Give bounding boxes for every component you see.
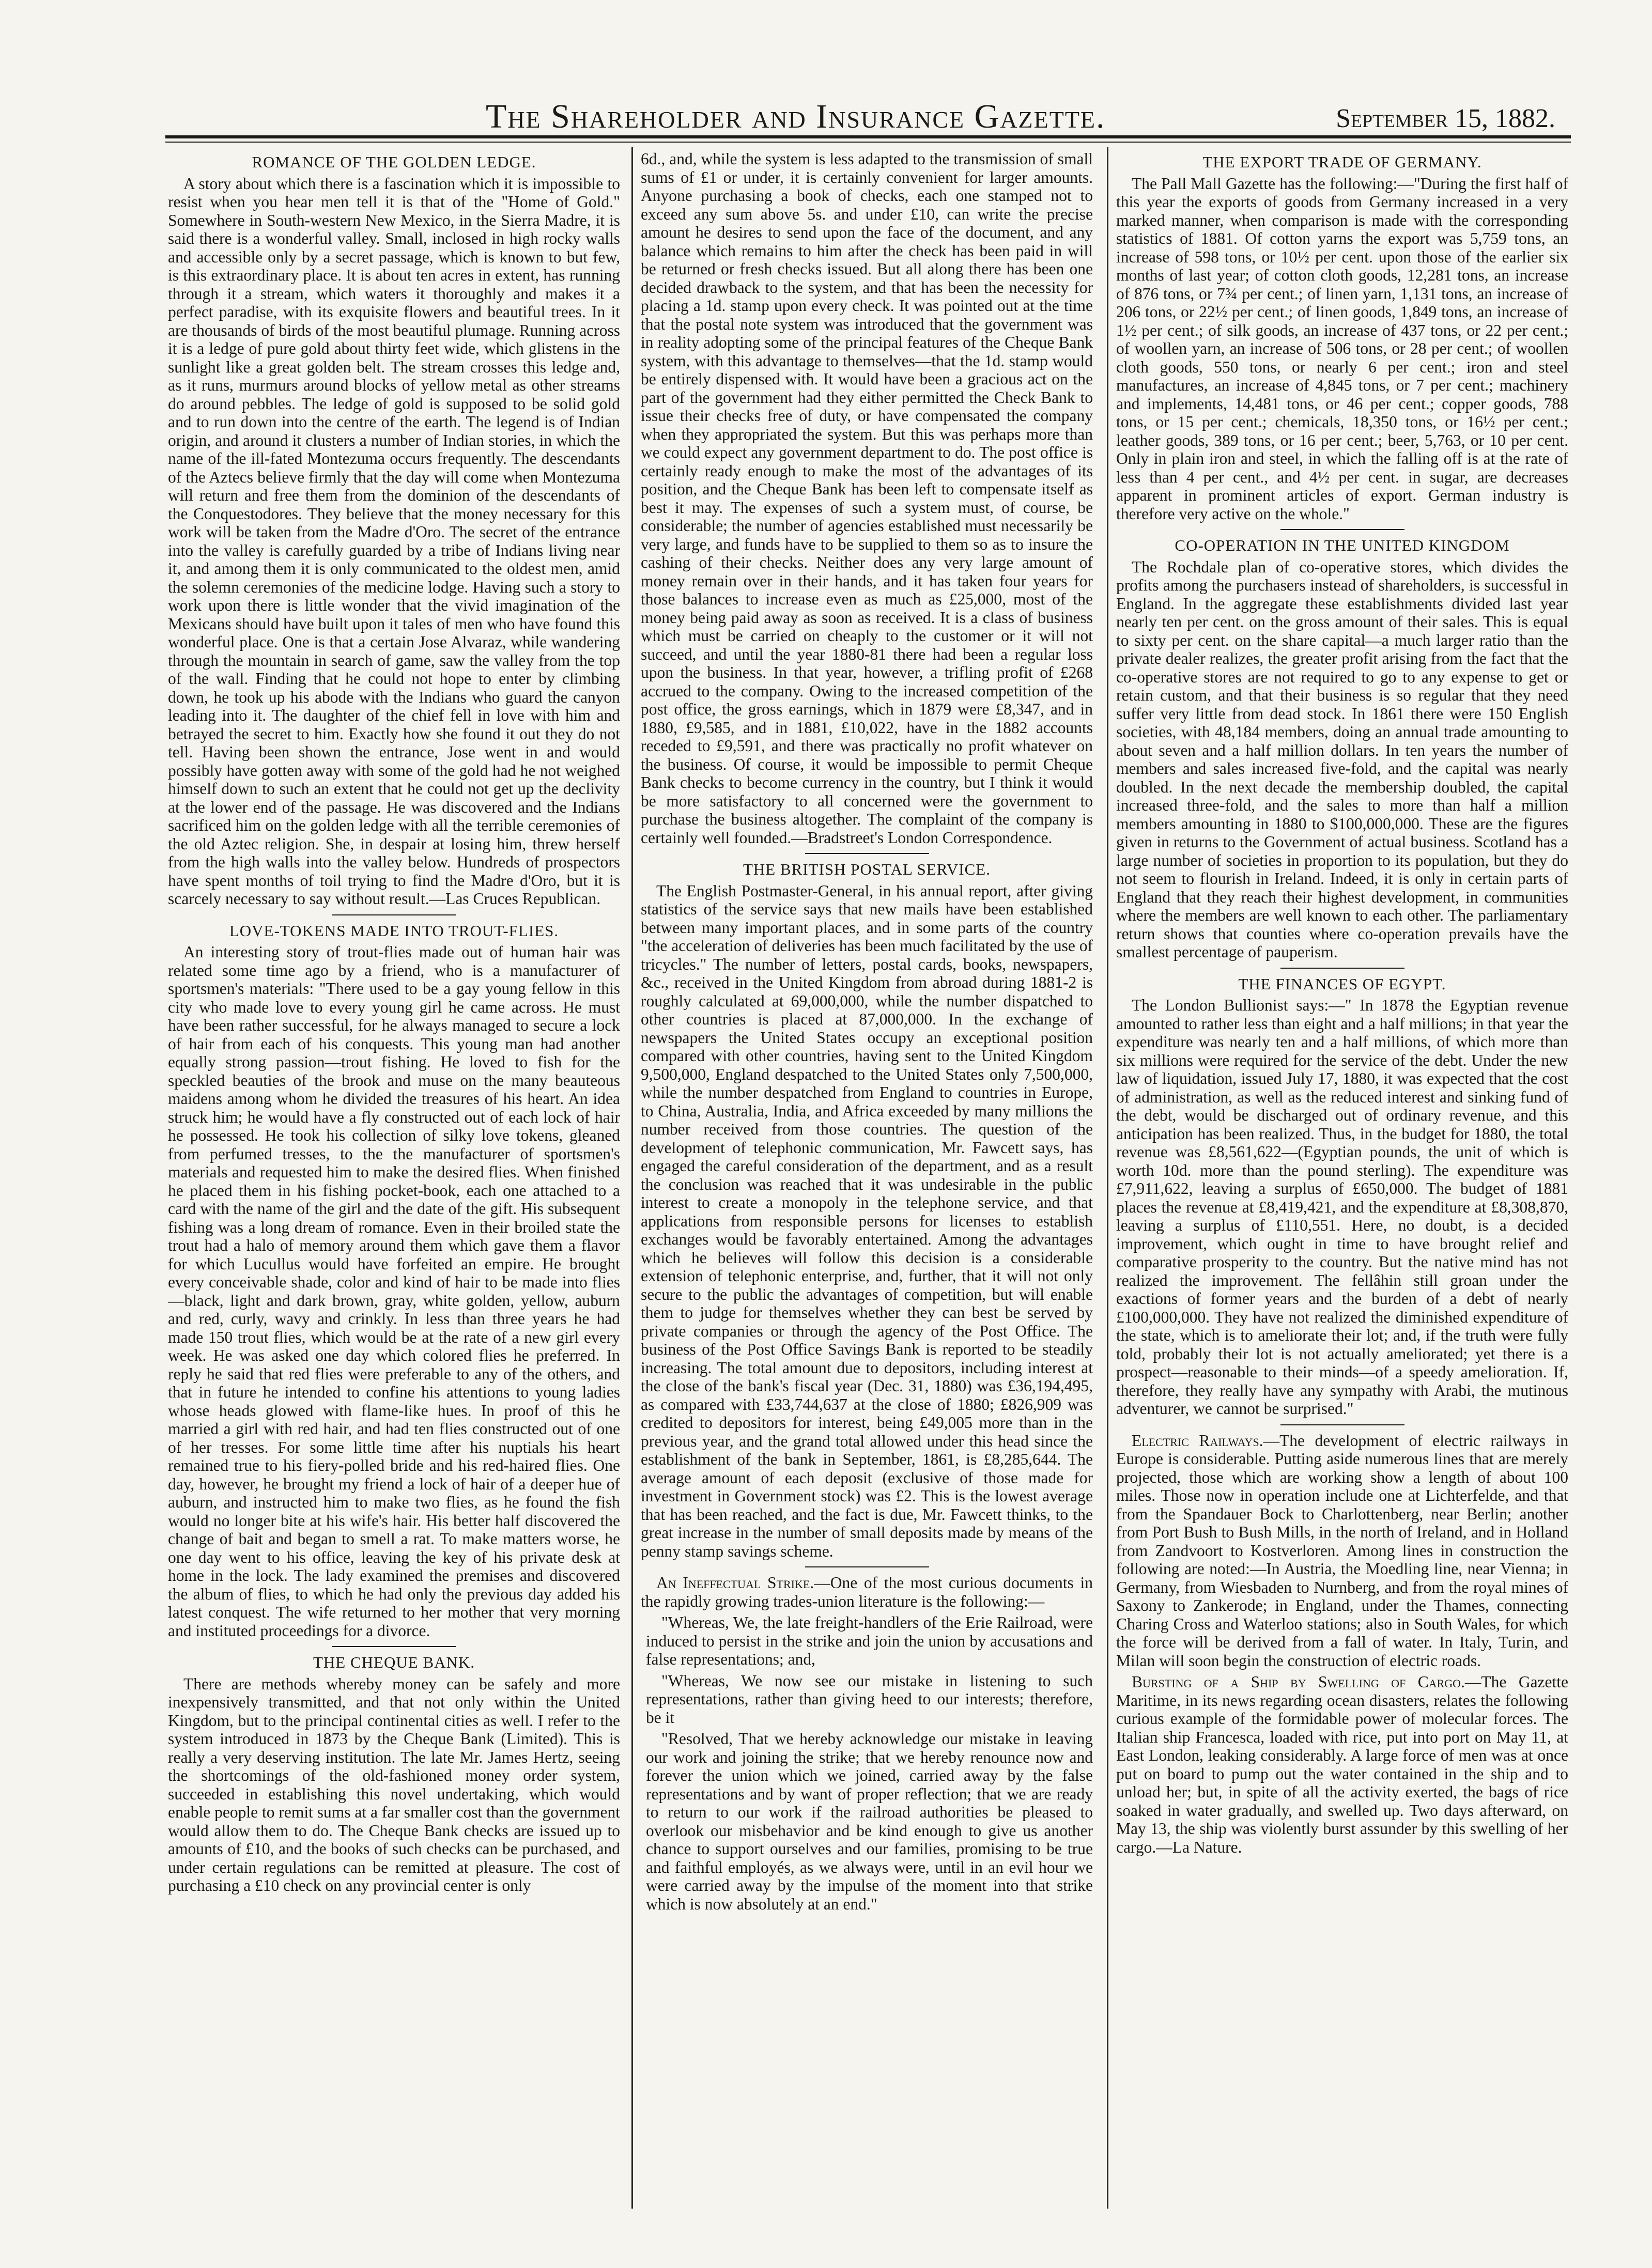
- article-body: The Pall Mall Gazette has the following:—"During the first half of this year the exports of goods from Germany increased in a very marked manner, when comparison is made with the corresponding statistics of 1881. Of cotton yarns the export was 5,759 tons, an increase of 598 tons, or 10½ per cent. upon those of the earlier six months of last year; of cotton cloth goods, 12,281 tons, an increase of 876 tons, or 7¾ per cent.; of linen yarn, 1,131 tons, an increase of 206 tons, or 22½ per cent.; of linen goods, 1,849 tons, an increase of 1½ per cent.; of silk goods, an increase of 437 tons, or 22 per cent.; of woollen yarn, an increase of 506 tons, or 28 per cent.; of woollen cloth goods, 550 tons, or nearly 6 per cent.; iron and steel manufactures, an increase of 4,845 tons, or 7 per cent.; machinery and implements, 14,481 tons, or 46 per cent.; copper goods, 788 tons, or 15 per cent.; chemicals, 18,350 tons, or 16½ per cent.; leather goods, 389 tons, or 16 per cent.; beer, 5,763, or 10 per cent. Only in plain iron and steel, in which the falling off is at the rate of less than 4 per cent., and 4½ per cent. in sugar, are decreases apparent in prominent articles of export. German industry is therefore very active on the whole.": [1116, 174, 1568, 523]
- column-3: [1116, 150, 1568, 2206]
- article-paragraph: [641, 1574, 1093, 1610]
- article-body: —The Gazette Maritime, in its news regarding ocean disasters, relates the following curious example of the formidable power of molecular forces. The Italian ship Francesca, loaded with rice, put into port on May 11, at East London, leaking considerably. A large force of men was at once put on board to pump out the water contained in the ship and to unload her; but, in spite of all the activity exerted, the bags of rice soaked in water gradually, and swelled up. Two days afterward, on May 13, the ship was violently burst assunder by this swelling of her cargo.—La Nature.: [1116, 1673, 1568, 1856]
- column-divider: [1107, 147, 1108, 2209]
- article-separator: [805, 853, 929, 854]
- article-body: —One of the most curious documents in the rapidly growing trades-union literature is the following:—: [641, 1574, 1093, 1610]
- column-1: [168, 150, 620, 2206]
- article-body: A story about which there is a fascination which it is impossible to resist when you hear men tell it is that of the "Home of Gold." Somewhere in South-western New Mexico, in the Sierra Madre, it is said there is a wonderful valley. Small, inclosed in high rocky walls and accessible only by a secret passage, which is known to but few, is this extraordinary place. It is about ten acres in extent, has running through it a stream, which waters it thoroughly and makes it a perfect paradise, with its exquisite flowers and beautiful trees. In it are thousands of birds of the most beautiful plumage. Running across it is a ledge of pure gold about thirty feet wide, which glistens in the sunlight like a great golden belt. The stream crosses this ledge and, as it runs, murmurs around blocks of yellow metal as other streams do around pebbles. The ledge of gold is supposed to be solid gold and to run down into the centre of the earth. The legend is of Indian origin, and around it clusters a number of Indian stories, in which the name of the ill-fated Montezuma occurs frequently. The descendants of the Aztecs believe firmly that the day will come when Montezuma will return and free them from the dominion of the descendants of the Conquestodores. They believe that the money necessary for this work will be taken from the Madre d'Oro. The secret of the entrance into the valley is carefully guarded by a tribe of Indians living near it, and among them it is only communicated to the oldest men, amid the solemn ceremonies of the medicine lodge. Having such a story to work upon there is little wonder that the vivid imagination of the Mexicans should have built upon it tales of men who have found this wonderful place. One is that a certain Jose Alvaraz, while wandering through the mountain in search of game, saw the valley from the top of the wall. Finding that he could not hope to enter by climbing down, he took up his abode with the Indians who guard the canyon leading into it. The daughter of the chief fell in love with him and betrayed the secret to him. Exactly how she found it out they do not tell. Having been shown the entrance, Jose went in and would possibly have gotten away with some of the gold had he not weighed himself down to such an extent that he could not get up the declivity at the lower end of the passage. He was discovered and the Indians sacrificed him on the golden ledge with all the terrible ceremonies of the old Aztec religion. She, in despair at losing him, threw herself from the high walls into the valley below. Hundreds of prospectors have spent months of toil trying to find the Madre d'Oro, but it is scarcely necessary to say without result.—Las Cruces Republican.: [168, 174, 620, 908]
- column-2: [641, 150, 1093, 2206]
- article-separator: [1280, 1424, 1404, 1425]
- article-title: THE FINANCES OF EGYPT.: [1238, 974, 1446, 993]
- article-body: An interesting story of trout-flies made out of human hair was related some time ago by a friend, who is a manufacturer of sportsmen's materials: "There used to be a gay young fellow in this city who made love to every young girl he came across. He must have been rather successful, for he always managed to secure a lock of hair from each of his conquests. This young man had another equally strong passion—trout fishing. He loved to fish for the speckled beauties of the brook and muse on the many beauteous maidens among whom he divided the treasures of his heart. An idea struck him; he would have a fly constructed out of each lock of hair he possessed. He took his collection of silky love tokens, gleaned from perfumed tresses, to the the manufacturer of sportsmen's materials and requested him to make the desired flies. When finished he placed them in his fishing pocket-book, each one attached to a card with the name of the girl and the date of the gift. His subsequent fishing was a long dream of romance. Even in their broiled state the trout had a halo of memory around them which gave them a flavor for which Lucullus would have forfeited an empire. He brought every conceivable shade, color and kind of hair to be made into flies—black, light and dark brown, gray, white golden, yellow, auburn and red, curly, wavy and crinkly. In less than three years he had made 150 trout flies, which would be at the rate of a new girl every week. He was asked one day which colored flies he preferred. In reply he said that red flies were preferable to any of the others, and that in future he intended to confine his attentions to young ladies whose heads glowed with flame-like hues. In proof of this he married a girl with red hair, and had ten flies constructed out of one of her tresses. For some little time after his nuptials his heart remained true to his fiery-polled bride and his red-haired flies. One day, however, he brought my friend a lock of hair of a deeper hue of auburn, and instructed him to make two flies, as he found the fish would no longer bite at his wife's hair. His better half discovered the change of bait and began to smell a rat. To make matters worse, he one day went to his office, leaving the key of his private desk at home in the lock. The lady examined the premises and discovered the album of flies, to which he had only the previous day added his latest conquest. The wife returned to her mother that very morning and instituted proceedings for a divorce.: [168, 943, 620, 1640]
- article-title: THE EXPORT TRADE OF GERMANY.: [1202, 153, 1482, 171]
- article-lead: Electric Railways.: [1132, 1431, 1263, 1450]
- article-body: The London Bullionist says:—" In 1878 the Egyptian revenue amounted to rather less than eight and a half millions; in that year the expenditure was nearly ten and a half millions, of which more than six millions were required for the service of the debt. Under the new law of liquidation, issued July 17, 1880, it was expected that the cost of administration, as well as the reduced interest and sinking fund of the debt, would be discharged out of ordinary revenue, and this anticipation has been realized. Thus, in the budget for 1880, the total revenue was £8,561,622—(Egyptian pounds, the unit of which is worth 10d. more than the pound sterling). The expenditure was £7,911,622, leaving a surplus of £650,000. The budget of 1881 places the revenue at £8,419,421, and the expenditure at £8,308,870, leaving a surplus of £110,551. Here, no doubt, is a decided improvement, which ought in time to have brought relief and comparative prosperity to the country. But the native mind has not realized the improvement. The fellâhin still groan under the exactions of former years and the burden of a debt of nearly £100,000,000. They have not realized the diminished expenditure of the state, which is to ameliorate their lot; and, if the truth were fully told, probably their lot is not actually ameliorated; yet there is a prospect—reasonable to their minds—of a speedy amelioration. If, therefore, they really have any sympathy with Arabi, the mutinous adventurer, we cannot be surprised.": [1116, 996, 1568, 1418]
- quoted-resolution: "Whereas, We now see our mistake in listening to such representations, rather than giving heed to our interests; therefore, be it: [646, 1671, 1093, 1727]
- masthead-rule-thin: [165, 142, 1571, 143]
- article-paragraph: [1116, 1673, 1568, 1856]
- article-body-continued: 6d., and, while the system is less adapted to the transmission of small sums of £1 or under, it is certainly convenient for larger amounts. Anyone purchasing a book of checks, each one stamped not to exceed any sum above 5s. and under £10, can write the precise amount he desires to send upon the face of the document, and any balance which remains to him after the check has been paid in will be returned or fresh checks issued. But all along there has been one decided drawback to the system, and that has been the necessity for placing a 1d. stamp upon every check. It was pointed out at the time that the postal note system was introduced that the government was in reality adopting some of the principal features of the Cheque Bank system, with this advantage to themselves—that the 1d. stamp would be entirely dispensed with. It would have been a gracious act on the part of the government had they either permitted the Check Bank to issue their checks free of duty, or have compensated the company when they appropriated the system. But this was perhaps more than we could expect any government department to do. The post office is certainly ready enough to make the most of the advantages of its position, and the Cheque Bank has been left to compensate itself as best it may. The expenses of such a system must, of course, be considerable; the number of agencies established must necessarily be very large, and funds have to be supplied to them so as to insure the cashing of their checks. Neither does any very large amount of money remain over in their hands, and it has taken four years for those balances to increase even as much as £25,000, most of the money being paid away as soon as received. It is a class of business which must be carried on cheaply to the customer or it will not succeed, and until the year 1880-81 there had been a regular loss upon the business. In that year, however, a trifling profit of £268 accrued to the company. Owing to the increased competition of the post office, the gross earnings, which in 1879 were £8,347, and in 1880, £9,585, and in 1881, £10,022, have in the 1882 accounts receded to £9,591, and there was practically no profit whatever on the business. Of course, it would be impossible to permit Cheque Bank checks to become currency in the country, but I think it would be more satisfactory to all concerned were the government to purchase the business altogether. The complaint of the company is certainly well founded.—Bradstreet's London Correspondence.: [641, 150, 1093, 847]
- article-title: THE BRITISH POSTAL SERVICE.: [743, 860, 991, 878]
- article-title: ROMANCE OF THE GOLDEN LEDGE.: [252, 153, 536, 171]
- article-lead: An Ineffectual Strike.: [656, 1574, 814, 1592]
- column-divider: [631, 147, 633, 2209]
- article-body: There are methods whereby money can be safely and more inexpensively transmitted, and that not only within the United Kingdom, but to the principal continental cities as well. I refer to the system introduced in 1873 by the Cheque Bank (Limited). This is really a very deserving institution. The late Mr. James Hertz, seeing the shortcomings of the old-fashioned money order system, succeeded in establishing this novel undertaking, which would enable people to remit sums at a far smaller cost than the government would allow them to do. The Cheque Bank checks are issued up to amounts of £10, and the books of such checks can be purchased, and under certain regulations can be remitted at pleasure. The cost of purchasing a £10 check on any provincial center is only: [168, 1674, 620, 1894]
- article-separator: [1280, 968, 1404, 969]
- quoted-resolution: "Resolved, That we hereby acknowledge our mistake in leaving our work and joining the strike; that we hereby renounce now and forever the union which we joined, carried away by the false representations and by want of proper reflection; that we are ready to return to our work if the railroad authorities be pleased to overlook our misbehavior and be kind enough to give us another chance to support ourselves and our families, promising to be true and faithful employés, as we always were, until in an evil hour we were carried away by the impulse of the moment into that strike which is now absolutely at an end.": [646, 1730, 1093, 1913]
- article-separator: [332, 1646, 456, 1647]
- article-title: THE CHEQUE BANK.: [313, 1653, 475, 1671]
- masthead-rule-thick: [165, 135, 1571, 138]
- article-body: —The development of electric railways in Europe is considerable. Putting aside numerous lines that are merely projected, those which are working show a length of about 100 miles. Those now in operation include one at Lichterfelde, and that from the Spandauer Bock to Charlottenberg, near Berlin; another from Port Bush to Bush Mills, in the north of Ireland, and in Holland from Zandvoort to Kostverloren. Among lines in construction the following are noted:—In Austria, the Moedling line, near Vienna; in Germany, from Wiesbaden to Nurnberg, and from the royal mines of Saxony to Zankerode; in England, under the Thames, connecting Charing Cross and Waterloo stations; also in South Wales, for which the force will be derived from a fall of water. In Italy, Turin, and Milan will soon begin the construction of electric roads.: [1116, 1431, 1568, 1670]
- article-title: CO-OPERATION IN THE UNITED KINGDOM: [1175, 536, 1510, 554]
- issue-date: September 15, 1882.: [1336, 104, 1555, 133]
- newspaper-title: The Shareholder and Insurance Gazette.: [486, 98, 1106, 135]
- article-separator: [1280, 529, 1404, 530]
- article-separator: [805, 1566, 929, 1567]
- article-body: The English Postmaster-General, in his annual report, after giving statistics of the service says that new mails have been established between many important places, and in some parts of the country "the acceleration of deliveries has been much facilitated by the use of tricycles." The number of letters, postal cards, books, newspapers, &c., received in the United Kingdom from abroad during 1881-2 is roughly calculated at 69,000,000, while the number dispatched to other countries is placed at 87,000,000. In the exchange of newspapers the United States occupy an exceptional position compared with other countries, having sent to the United Kingdom 9,500,000, England despatched to the United States only 7,500,000, while the number despatched from England to countries in Europe, to China, Australia, India, and Africa exceeded by many millions the number received from those countries. The question of the development of telephonic communication, Mr. Fawcett says, has engaged the careful consideration of the department, and as a result the conclusion was reached that it was undesirable in the public interest to create a monopoly in the telephone service, and that applications from responsible persons for licenses to establish exchanges would be favorably entertained. Among the advantages which he believes will follow this decision is a considerable extension of telephonic enterprise, and, further, that it will not only secure to the public the advantages of competition, but will enable them to judge for themselves whether they can best be served by private companies or through the agency of the Post Office. The business of the Post Office Savings Bank is reported to be steadily increasing. The total amount due to depositors, including interest at the close of the bank's fiscal year (Dec. 31, 1880) was £36,194,495, as compared with £33,744,637 at the close of 1880; £826,909 was credited to depositors for interest, being £49,005 more than in the previous year, and the grand total allowed under this head since the establishment of the bank in September, 1861, is £8,285,644. The average amount of each deposit (exclusive of those made for investment in Government stock) was £2. This is the lowest average that has been reached, and the fact is due, Mr. Fawcett thinks, to the great increase in the number of small deposits made by means of the penny stamp savings scheme.: [641, 881, 1093, 1560]
- article-body: The Rochdale plan of co-operative stores, which divides the profits among the purchasers instead of shareholders, is successful in England. In the aggregate these establishments divided last year nearly ten per cent. on the gross amount of their sales. This is equal to sixty per cent. on the share capital—a much larger ratio than the private dealer realizes, the greater profit arising from the fact that the co-operative stores are not required to go to any expense to get or retain custom, and that their business is so regular that they need suffer very little from dead stock. In 1861 there were 150 English societies, with 48,184 members, doing an annual trade amounting to about seven and a half million dollars. In ten years the number of members and sales increased five-fold, and the capital was nearly doubled. In the next decade the membership doubled, the capital increased three-fold, and the sales to more than half a million members amounting in 1880 to $100,000,000. These are the figures given in returns to the Government of actual business. Scotland has a large number of societies in proportion to its population, but they do not seem to flourish in Ireland. Indeed, it is only in certain parts of England that they reach their highest development, in communities where the members are well known to each other. The parliamentary return shows that counties where co-operation prevails have the smallest percentage of pauperism.: [1116, 557, 1568, 961]
- article-separator: [332, 914, 456, 915]
- article-lead: Bursting of a Ship by Swelling of Cargo.: [1132, 1673, 1465, 1691]
- article-paragraph: [1116, 1432, 1568, 1670]
- quoted-resolution: "Whereas, We, the late freight-handlers of the Erie Railroad, were induced to persist in the strike and join the union by accusations and false representations; and,: [646, 1613, 1093, 1668]
- article-title: LOVE-TOKENS MADE INTO TROUT-FLIES.: [229, 921, 559, 940]
